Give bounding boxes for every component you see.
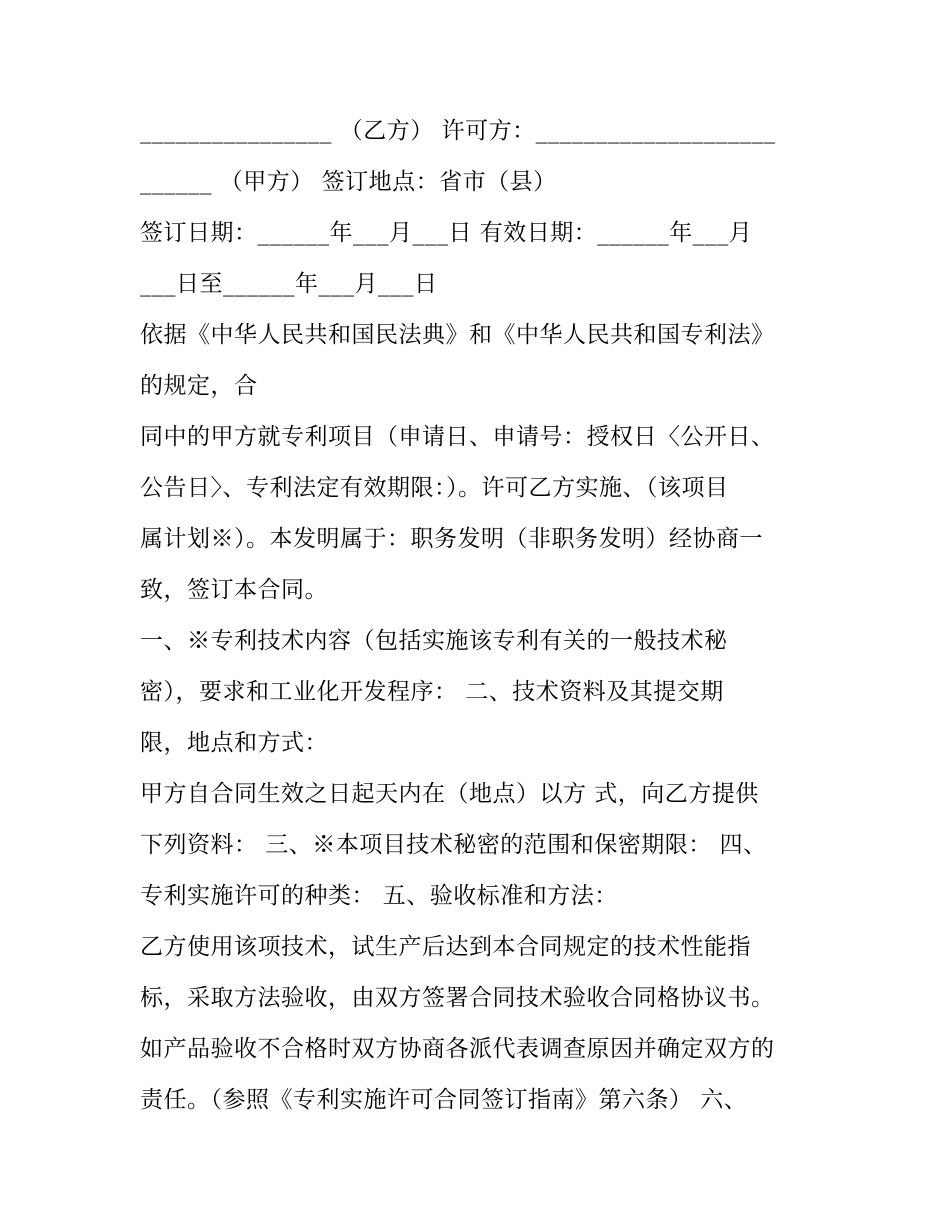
paragraph-line: 甲方自合同生效之日起天内在（地点）以方 式，向乙方提供	[140, 781, 759, 807]
paragraph-line: 公告日〉、专利法定有效期限：）。许可乙方实施、（该项目	[140, 475, 729, 501]
effective-date-end-line: ___日至______年___月___日	[140, 271, 438, 297]
signing-and-effective-date-line: 签订日期：______年___月___日 有效日期：______年___月	[140, 220, 753, 246]
document-body	[140, 106, 820, 1126]
paragraph-line: 密），要求和工业化开发程序： 二、技术资料及其提交期	[140, 679, 724, 705]
paragraph-line: 如产品验收不合格时双方协商各派代表调查原因并确定双方的	[140, 1036, 775, 1062]
paragraph-line: 专利实施许可的种类： 五、验收标准和方法：	[140, 883, 618, 909]
paragraph-line: 标，采取方法验收，由双方签署合同技术验收合同格协议书。	[140, 985, 775, 1011]
paragraph-line: 责任。（参照《专利实施许可合同签订指南》第六条） 六、	[140, 1087, 748, 1113]
paragraph-line: 的规定，合	[140, 373, 258, 399]
paragraph-line: 属计划※）。本发明属于：职务发明（非职务发明）经协商一	[140, 526, 763, 552]
paragraph-line: 限，地点和方式：	[140, 730, 328, 756]
paragraph-line: 同中的甲方就专利项目（申请日、申请号：授权日〈公开日、	[140, 424, 775, 450]
paragraph-line: 乙方使用该项技术，试生产后达到本合同规定的技术性能指	[140, 934, 751, 960]
party-a-and-signing-place-line: ______ （甲方） 签订地点：省市（县）	[140, 169, 557, 195]
party-b-and-licensor-line: ________________ （乙方） 许可方：____________________	[140, 118, 776, 144]
paragraph-line: 下列资料： 三、※本项目技术秘密的范围和保密期限： 四、	[140, 832, 767, 858]
paragraph-line: 依据《中华人民共和国民法典》和《中华人民共和国专利法》	[140, 322, 775, 348]
section-one-line: 一、※专利技术内容（包括实施该专利有关的一般技术秘	[140, 628, 728, 654]
paragraph-line: 致，签订本合同。	[140, 577, 328, 603]
